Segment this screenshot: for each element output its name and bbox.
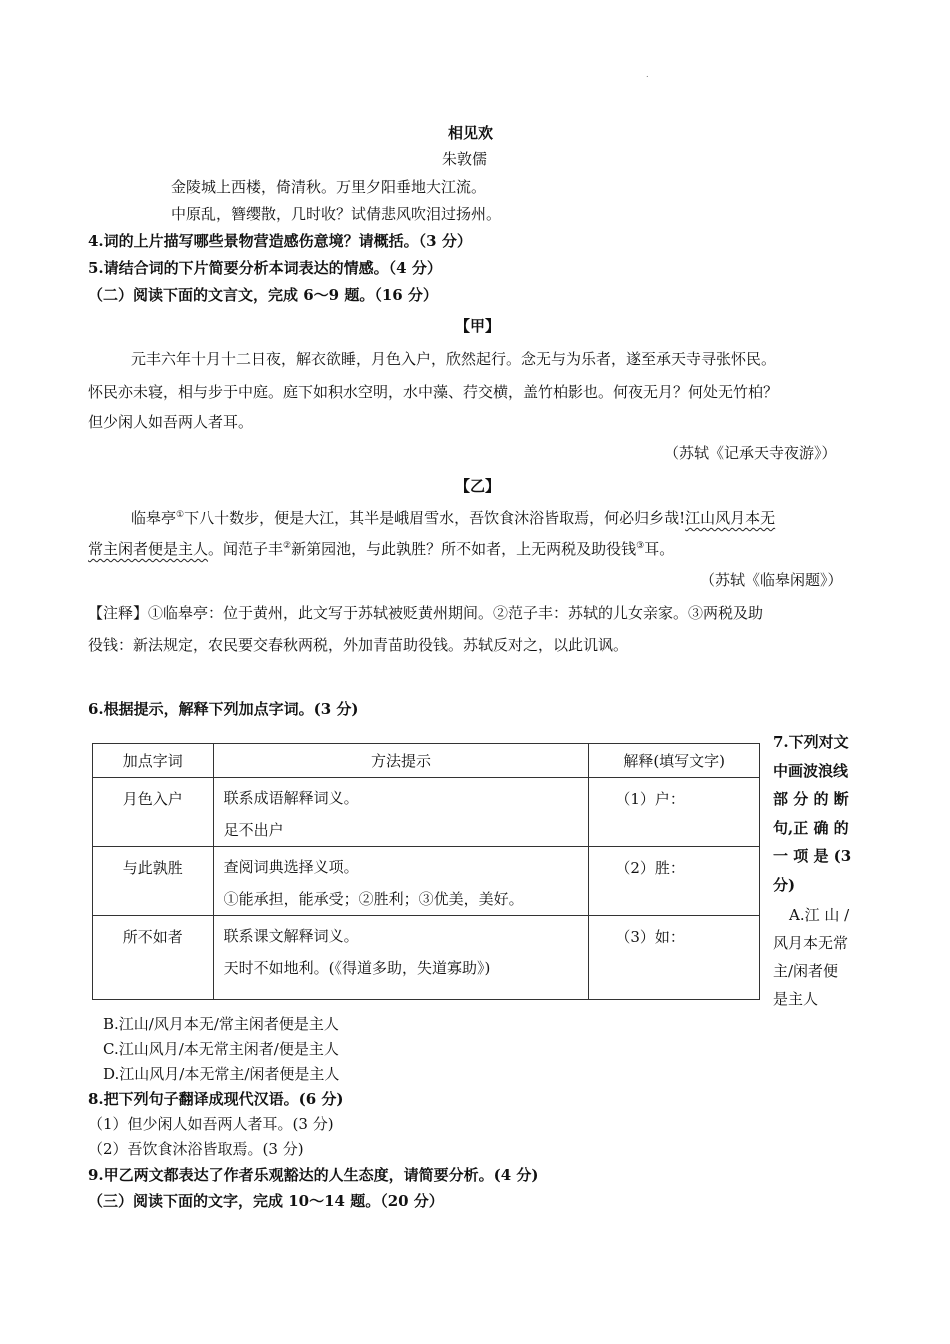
table-header: 解释(填写文字) xyxy=(589,744,760,778)
q7-stem-line: 7.下列对文 xyxy=(773,733,849,751)
page-dot: . xyxy=(646,70,649,79)
passage-line: 元丰六年十月十二日夜，解衣欲睡，月色入户，欣然起行。念无与为乐者，遂至承天寺寻张怀民。 xyxy=(131,350,777,368)
question-4: 4.词的上片描写哪些景物营造感伤意境？请概括。（3 分） xyxy=(88,232,472,250)
answer-blank[interactable]: （2）胜： xyxy=(615,859,685,877)
answer-blank[interactable]: （1）户： xyxy=(615,790,685,808)
section-heading: （二）阅读下面的文言文，完成 6～9 题。（16 分） xyxy=(88,286,438,304)
q6-table xyxy=(92,743,760,1000)
table-cell-hint: 查阅词典选择义项。 xyxy=(223,858,359,876)
notes-line: 役钱：新法规定，农民要交春秋两税，外加青苗助役钱。苏轼反对之，以此讥讽。 xyxy=(88,636,629,654)
table-cell-word: 与此孰胜 xyxy=(122,859,183,877)
table-header-row xyxy=(93,744,760,778)
note-ref: ② xyxy=(283,541,292,551)
q7-option-a[interactable] xyxy=(773,901,865,1013)
poem-line: 中原乱，簪缨散，几时收？试倩悲风吹泪过扬州。 xyxy=(171,205,502,223)
q7-stem-line: 分) xyxy=(773,875,796,894)
question-6: 6.根据提示，解释下列加点字词。(3 分) xyxy=(88,700,359,718)
table-cell-hint: 联系课文解释词义。 xyxy=(223,927,359,945)
table-cell-hint: 天时不如地利。(《得道多助，失道寡助》) xyxy=(223,959,491,977)
passage-text: 新第园池，与此孰胜？所不如者，上无两税及助役钱 xyxy=(291,540,637,558)
notes-line: 【注释】①临皋亭：位于黄州，此文写于苏轼被贬黄州期间。②范子丰：苏轼的儿女亲家。③两税及助 xyxy=(88,604,764,622)
table-cell-hint: ①能承担，能承受；②胜利；③优美，美好。 xyxy=(223,890,524,908)
q7-stem-line: 句,正 确 的 xyxy=(773,818,849,837)
answer-blank[interactable]: （3）如： xyxy=(615,928,685,946)
passage-line: 怀民亦未寝，相与步于中庭。庭下如积水空明，水中藻、荇交横，盖竹柏影也。何夜无月？何处无竹柏？ xyxy=(88,383,779,401)
passage-text: 耳。 xyxy=(644,540,675,558)
option-line: 主/闲者便 xyxy=(773,962,839,980)
section-heading: （三）阅读下面的文字，完成 10～14 题。（20 分） xyxy=(88,1192,444,1210)
q7-stem-line: 部 分 的 断 xyxy=(773,790,849,808)
passage-text: 下八十数步，便是大江，其半是峨眉雪水，吾饮食沐浴皆取焉，何必归乡哉! xyxy=(184,509,686,527)
table-cell-word: 所不如者 xyxy=(122,928,183,946)
table-cell-hint: 足不出户 xyxy=(223,821,284,839)
q7-stem-line: 一 项 是 (3 xyxy=(773,847,852,865)
question-5: 5.请结合词的下片简要分析本词表达的情感。（4 分） xyxy=(88,259,442,277)
question-7-stem xyxy=(773,728,865,899)
q8-sentence: （2）吾饮食沐浴皆取焉。(3 分) xyxy=(88,1140,304,1158)
q7-option-d[interactable]: D.江山风月/本无常主/闲者便是主人 xyxy=(103,1065,340,1083)
table-cell-word: 月色入户 xyxy=(122,790,183,808)
poem-line: 金陵城上西楼，倚清秋。万里夕阳垂地大江流。 xyxy=(171,178,487,196)
passage-source: （苏轼《临皋闲题》） xyxy=(700,571,843,589)
q7-option-b[interactable]: B.江山/风月本无/常主闲者便是主人 xyxy=(103,1015,339,1033)
passage-source: （苏轼《记承天寺夜游》） xyxy=(664,444,837,462)
poem-title: 相见欢 xyxy=(448,124,494,142)
passage-line xyxy=(131,507,775,528)
option-line: A.江 山 / xyxy=(789,906,850,924)
passage-text: 临皋亭 xyxy=(131,509,177,527)
table-row xyxy=(93,916,760,1000)
wavy-underlined-text: 常主闲者便是主人 xyxy=(88,540,209,558)
question-9: 9.甲乙两文都表达了作者乐观豁达的人生态度，请简要分析。(4 分) xyxy=(88,1166,539,1184)
passage-label-yi: 【乙】 xyxy=(455,477,501,495)
table-row xyxy=(93,847,760,916)
passage-line xyxy=(88,538,674,559)
q7-option-c[interactable]: C.江山风月/本无常主闲者/便是主人 xyxy=(103,1040,339,1058)
question-8: 8.把下列句子翻译成现代汉语。(6 分) xyxy=(88,1090,344,1108)
wavy-underlined-text: 江山风月本无 xyxy=(685,509,776,527)
table-row xyxy=(93,778,760,847)
option-line: 是主人 xyxy=(773,990,819,1008)
table-header: 加点字词 xyxy=(93,744,214,778)
q7-stem-line: 中画波浪线 xyxy=(773,761,849,780)
poem-author: 朱敦儒 xyxy=(442,150,488,168)
table-header: 方法提示 xyxy=(213,744,589,778)
passage-line: 但少闲人如吾两人者耳。 xyxy=(88,413,254,431)
table-cell-hint: 联系成语解释词义。 xyxy=(223,789,359,807)
passage-label-jia: 【甲】 xyxy=(455,317,501,335)
passage-text: 。闻范子丰 xyxy=(208,540,284,558)
note-ref: ① xyxy=(176,510,185,520)
note-ref: ③ xyxy=(636,541,645,551)
q8-sentence: （1）但少闲人如吾两人者耳。(3 分) xyxy=(88,1115,334,1133)
option-line: 风月本无常 xyxy=(773,934,849,952)
